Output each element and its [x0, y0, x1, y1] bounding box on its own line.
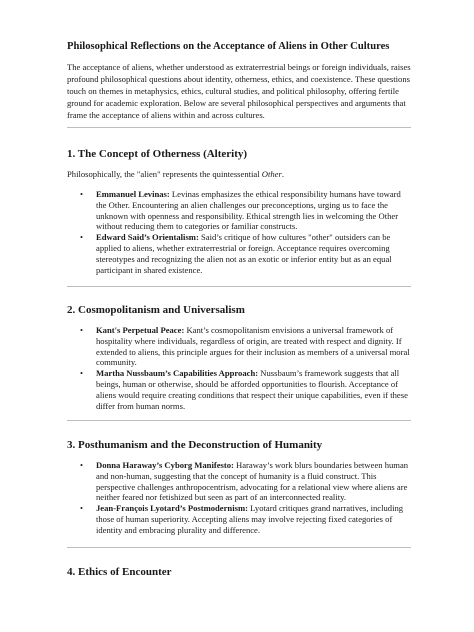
paragraph-text: Philosophically, the "alien" represents the quintessential [67, 169, 262, 179]
section-heading-3: 3. Posthumanism and the Deconstruction of Humanity [67, 439, 323, 451]
section-divider [67, 547, 411, 548]
section-divider [67, 420, 411, 421]
list-item-text: Haraway’s work blurs boundaries between human and non-human, suggesting that the concept of humanity is a fluid construct. This perspective challenges anthropocentrism, advocating for a relational view where aliens are neither feared nor fetishized but seen as part of an interconnected reality. [96, 460, 409, 503]
list-item-text: Nussbaum’s framework suggests that all beings, human or otherwise, should be afforded opportunities to flourish. Acceptance of aliens would require creating conditions that respect their unique capabilities, even if these differ from human norms. [96, 368, 408, 411]
list-item [67, 189, 411, 232]
section-3-list [67, 460, 411, 536]
bullet-icon: • [80, 189, 84, 199]
bullet-icon: • [80, 232, 84, 243]
list-item-text: Lyotard critiques grand narratives, including those of human superiority. Accepting aliens may involve rejecting fixed categories of identity and embracing plurality and difference. [96, 503, 404, 535]
paragraph-emphasis: Other [261, 169, 282, 179]
list-item [67, 460, 411, 503]
list-item-term: Jean-François Lyotard’s Postmodernism: [96, 503, 248, 514]
document-title: Philosophical Reflections on the Acceptance of Aliens in Other Cultures [67, 41, 390, 52]
section-heading-2: 2. Cosmopolitanism and Universalism [67, 304, 245, 316]
list-item [67, 232, 411, 275]
section-heading-4: 4. Ethics of Encounter [67, 566, 172, 578]
list-item-term: Emmanuel Levinas: [96, 189, 170, 199]
paragraph-text-end: . [281, 169, 284, 179]
bullet-icon: • [80, 325, 84, 335]
section-1-paragraph [67, 168, 284, 180]
list-item [67, 368, 411, 411]
list-item-text: Levinas emphasizes the ethical responsibility humans have toward the Other. Encountering an alien challenges our preconceptions, urging us to face the unknown with openness and responsibility. Ethical strength lies in welcoming the Other without reducing them to categories or familiar constructs. [96, 189, 401, 232]
list-item [67, 325, 411, 368]
list-item-term: Donna Haraway’s Cyborg Manifesto: [96, 460, 234, 470]
list-item-term: Kant's Perpetual Peace: [96, 325, 185, 335]
section-heading-1: 1. The Concept of Otherness (Alterity) [67, 148, 248, 160]
section-2-list [67, 325, 411, 411]
section-divider [67, 286, 411, 287]
list-item [67, 503, 411, 535]
list-item-text: Kant’s cosmopolitanism envisions a universal framework of hospitality where individuals, regardless of origin, are treated with respect and dignity. If extended to aliens, this principle argues for their inclusion as members of a universal moral community. [96, 325, 410, 368]
section-divider [67, 127, 411, 128]
intro-paragraph: The acceptance of aliens, whether understood as extraterrestrial beings or foreign individuals, raises profound philosophical questions about identity, otherness, ethics, and coexistence. These questions touch on themes in metaphysics, ethics, cultural studies, and political philosophy, offering fertile ground for academic exploration. Below are several philosophical perspectives and arguments that frame the acceptance of aliens within and across cultures. [67, 62, 411, 120]
list-item-term: Martha Nussbaum’s Capabilities Approach: [96, 368, 259, 379]
list-item-text: Said’s critique of how cultures "other" outsiders can be applied to aliens, whether extraterrestrial or foreign. Acceptance requires overcoming stereotypes and recognizing the alien not as an exotic or inferior entity but as an equal participant in shared existence. [96, 232, 392, 275]
bullet-icon: • [80, 460, 84, 470]
bullet-icon: • [80, 368, 84, 379]
bullet-icon: • [80, 503, 84, 514]
section-1-list [67, 189, 411, 275]
list-item-term: Edward Said’s Orientalism: [96, 232, 199, 243]
